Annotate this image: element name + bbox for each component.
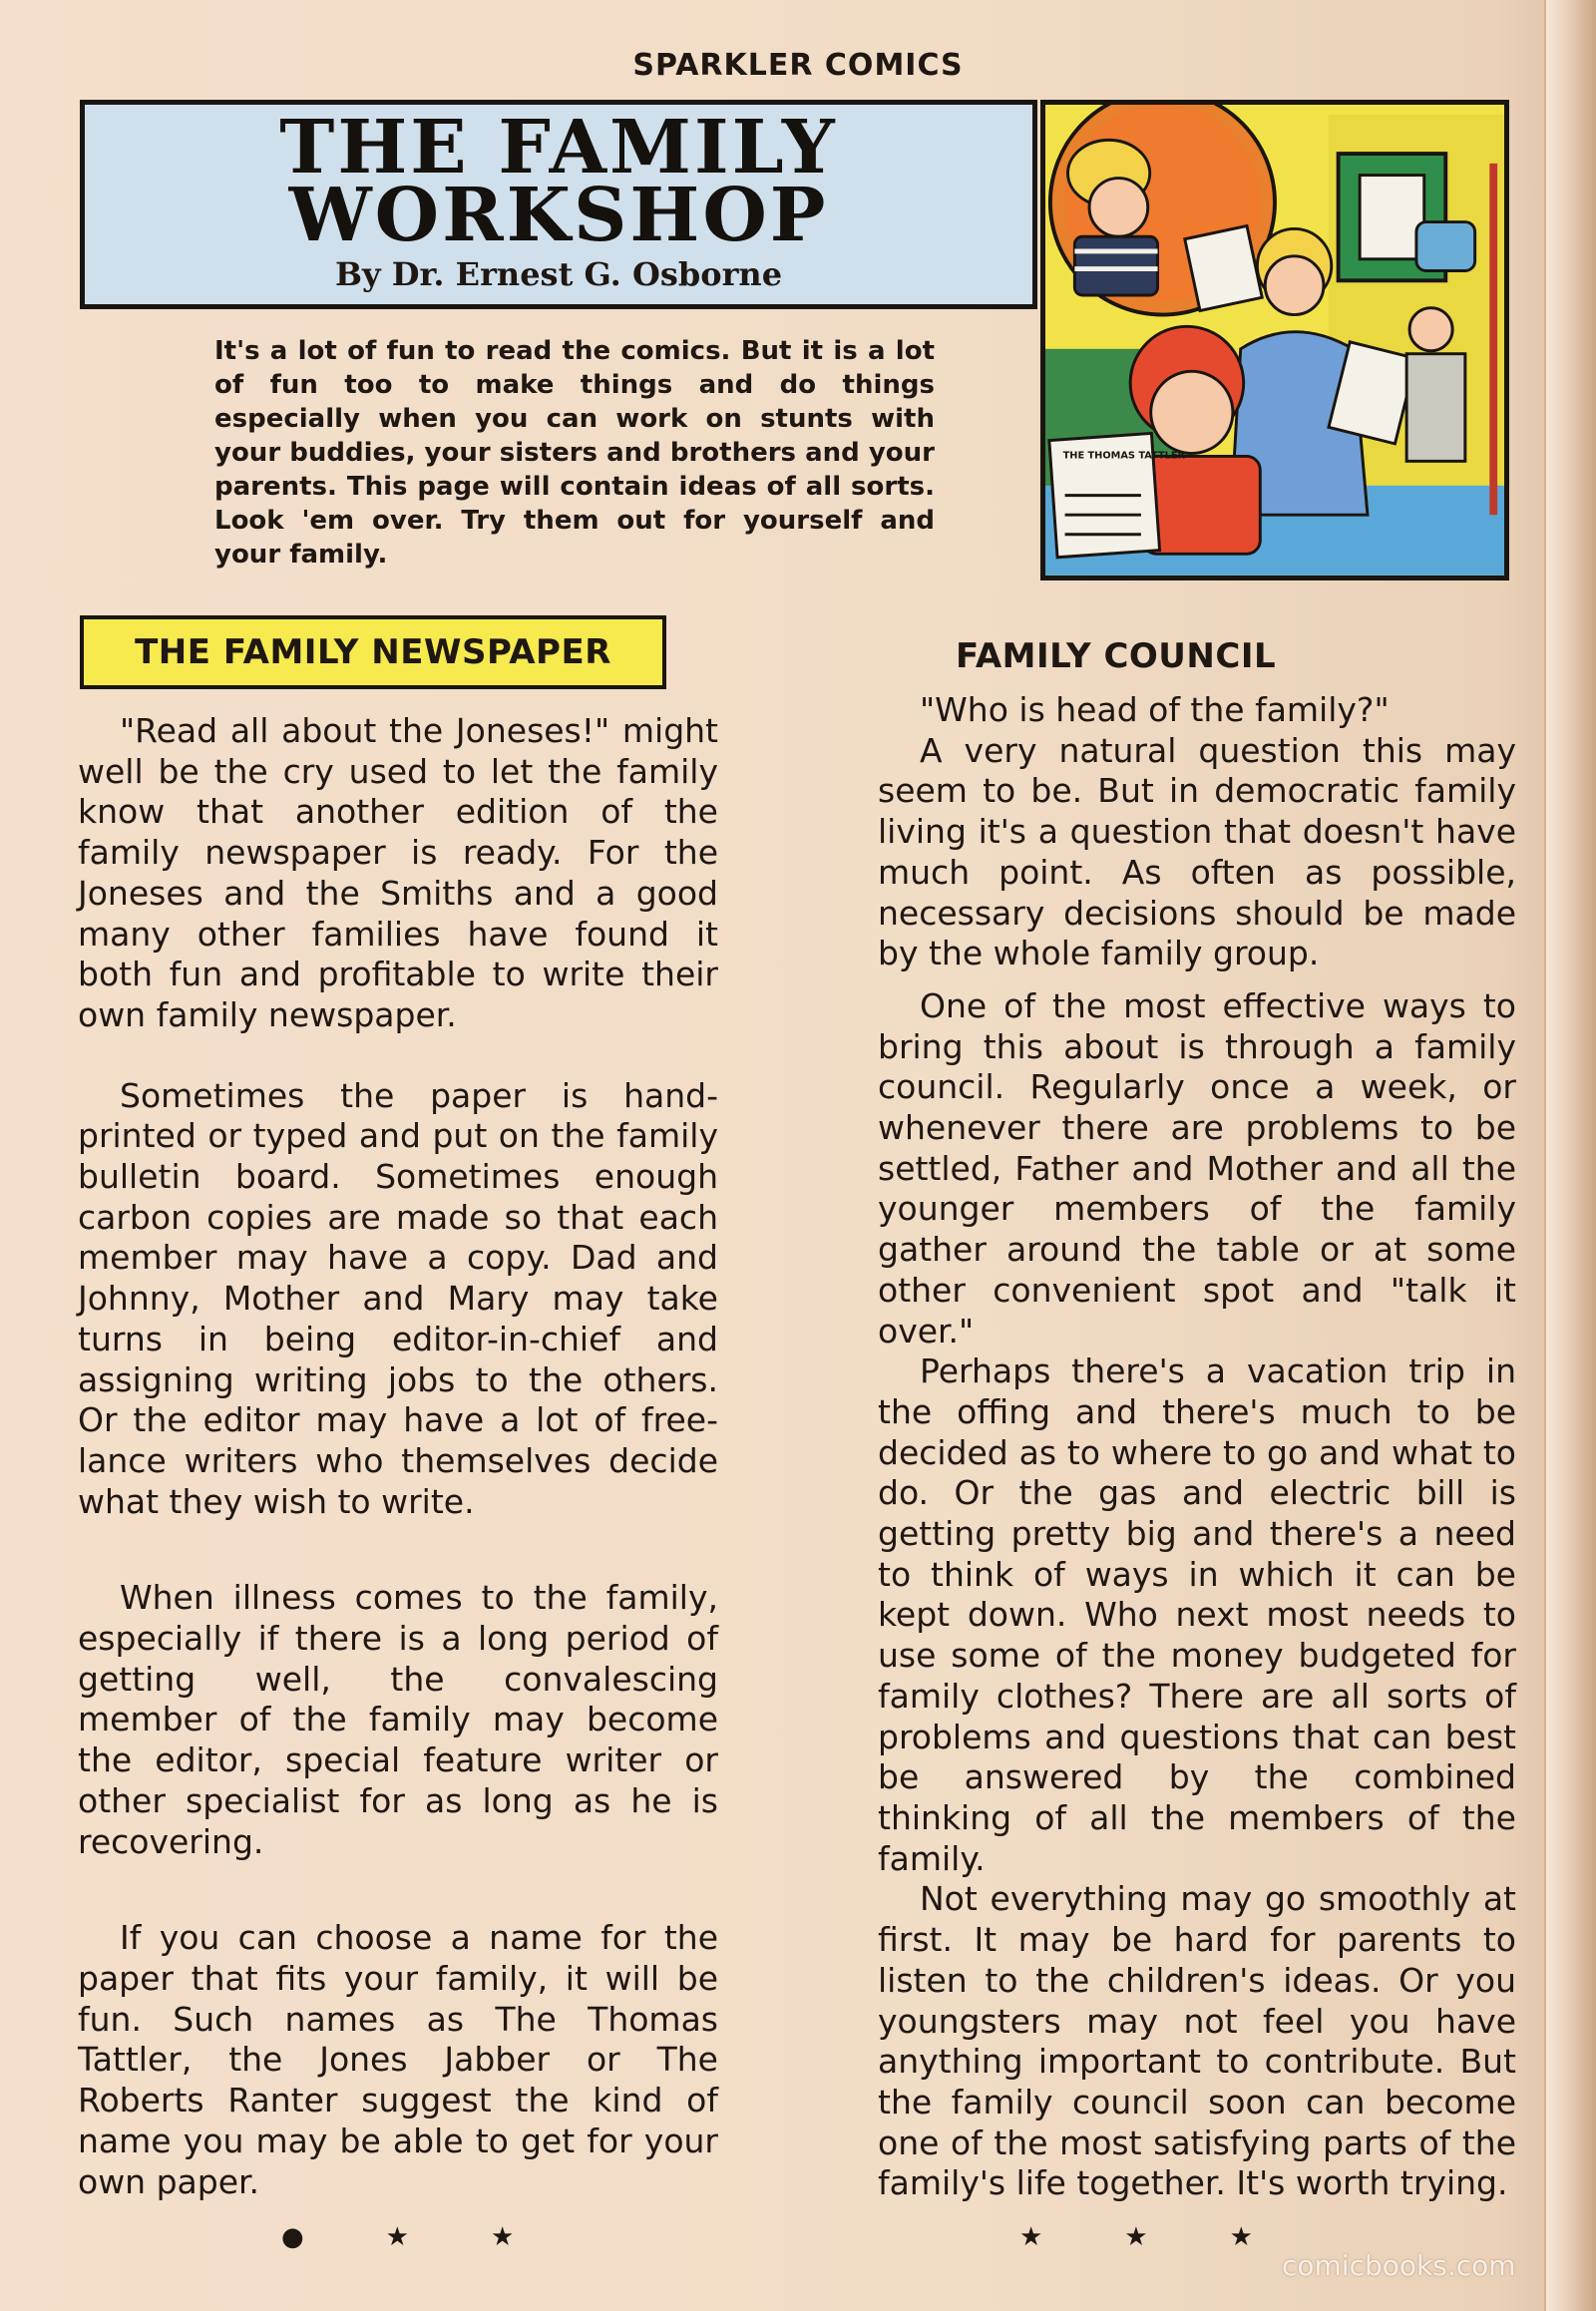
newspaper-caption: THE THOMAS TATTLER — [1062, 450, 1186, 462]
family-newspaper-heading-box — [80, 615, 666, 689]
title-block — [80, 100, 1037, 293]
ornament-dots-left: ●★★ — [281, 2222, 597, 2252]
byline: By Dr. Ernest G. Osborne — [334, 255, 783, 293]
council-paragraph-1: "Who is head of the family?" — [920, 690, 1390, 729]
newspaper-paragraph-3: When illness comes to the family, especially if there is a long period of getting well, the convalescing member of the family may become the editor, special feature writer or other specialist for as long as he is recovering. — [78, 1578, 718, 1861]
council-paragraph-4: Perhaps there's a vacation trip in the offing and there's much to be decided as to where to go and what to do. Or the gas and electric bill is getting pretty big and there's a need to think of ways in which it can be kept down. Who next most needs to use some of the money budgeted for family clothes? There are all sorts of problems and questions that can best be answered by the combined thinking of all the members of the family. — [878, 1351, 1516, 1878]
family-council-heading: FAMILY COUNCIL — [956, 636, 1277, 676]
newspaper-paragraph-1: "Read all about the Joneses!" might well be the cry used to let the family know that another edition of the family newspaper is ready. For the Joneses and the Smiths and a good many other families have found it both fun and profitable to write their own family newspaper. — [78, 711, 718, 1034]
ornament-dots-right: ★★★ — [1019, 2222, 1335, 2252]
masthead-text: SPARKLER COMICS — [632, 48, 964, 83]
title-line-1: THE FAMILY — [279, 105, 838, 191]
council-paragraph-5: Not everything may go smoothly at first. It may be hard for parents to listen to the children's ideas. Or you youngsters may not feel you have anything important to contribute. But the family council soon can become one of the most satisfying parts of the family's life together. It's worth trying. — [878, 1879, 1516, 2203]
family-illustration-art — [1045, 105, 1504, 576]
council-paragraph-3: One of the most effective ways to bring this about is through a family council. Regularly once a week, or whenever there are problems to be settled, Father and Mother and all the younger members of the family gather around the table or at some other convenient spot and "talk it over." — [878, 985, 1516, 1350]
council-paragraph-2: A very natural question this may seem to be. But in democratic family living it's a question that doesn't have much point. As often as possible, necessary decisions should be made by the whole family group. — [878, 730, 1516, 973]
intro-paragraph: It's a lot of fun to read the comics. But it is a lot of fun too to make things and do things especially when you can work on stunts with your buddies, your sisters and brothers and your parents. This page will contain ideas of all sorts. Look 'em over. Try them out for yourself and your family. — [214, 336, 935, 570]
title-line-2: WORKSHOP — [288, 173, 829, 258]
family-newspaper-heading: THE FAMILY NEWSPAPER — [135, 632, 611, 672]
newspaper-paragraph-2: Sometimes the paper is hand-printed or typed and put on the family bulletin board. Sometimes enough carbon copies are made so that each member may have a copy. Dad and Johnny, Mother and Mary may take turns in being editor-in-chief and assigning writing jobs to the others. Or the editor may have a lot of free-lance writers who themselves decide what they wish to write. — [78, 1075, 718, 1521]
page-spine — [1544, 0, 1596, 2311]
family-illustration — [1040, 100, 1509, 580]
family-newspaper-column — [78, 711, 718, 2202]
masthead — [0, 48, 1596, 83]
newspaper-paragraph-4: If you can choose a name for the paper that fits your family, it will be fun. Such names as The Thomas Tattler, the Jones Jabber or The Roberts Ranter suggest the kind of name you may be able to get for your own paper. — [78, 1918, 718, 2201]
watermark: comicbooks.com — [1282, 2249, 1516, 2282]
family-council-column — [878, 690, 1516, 2204]
